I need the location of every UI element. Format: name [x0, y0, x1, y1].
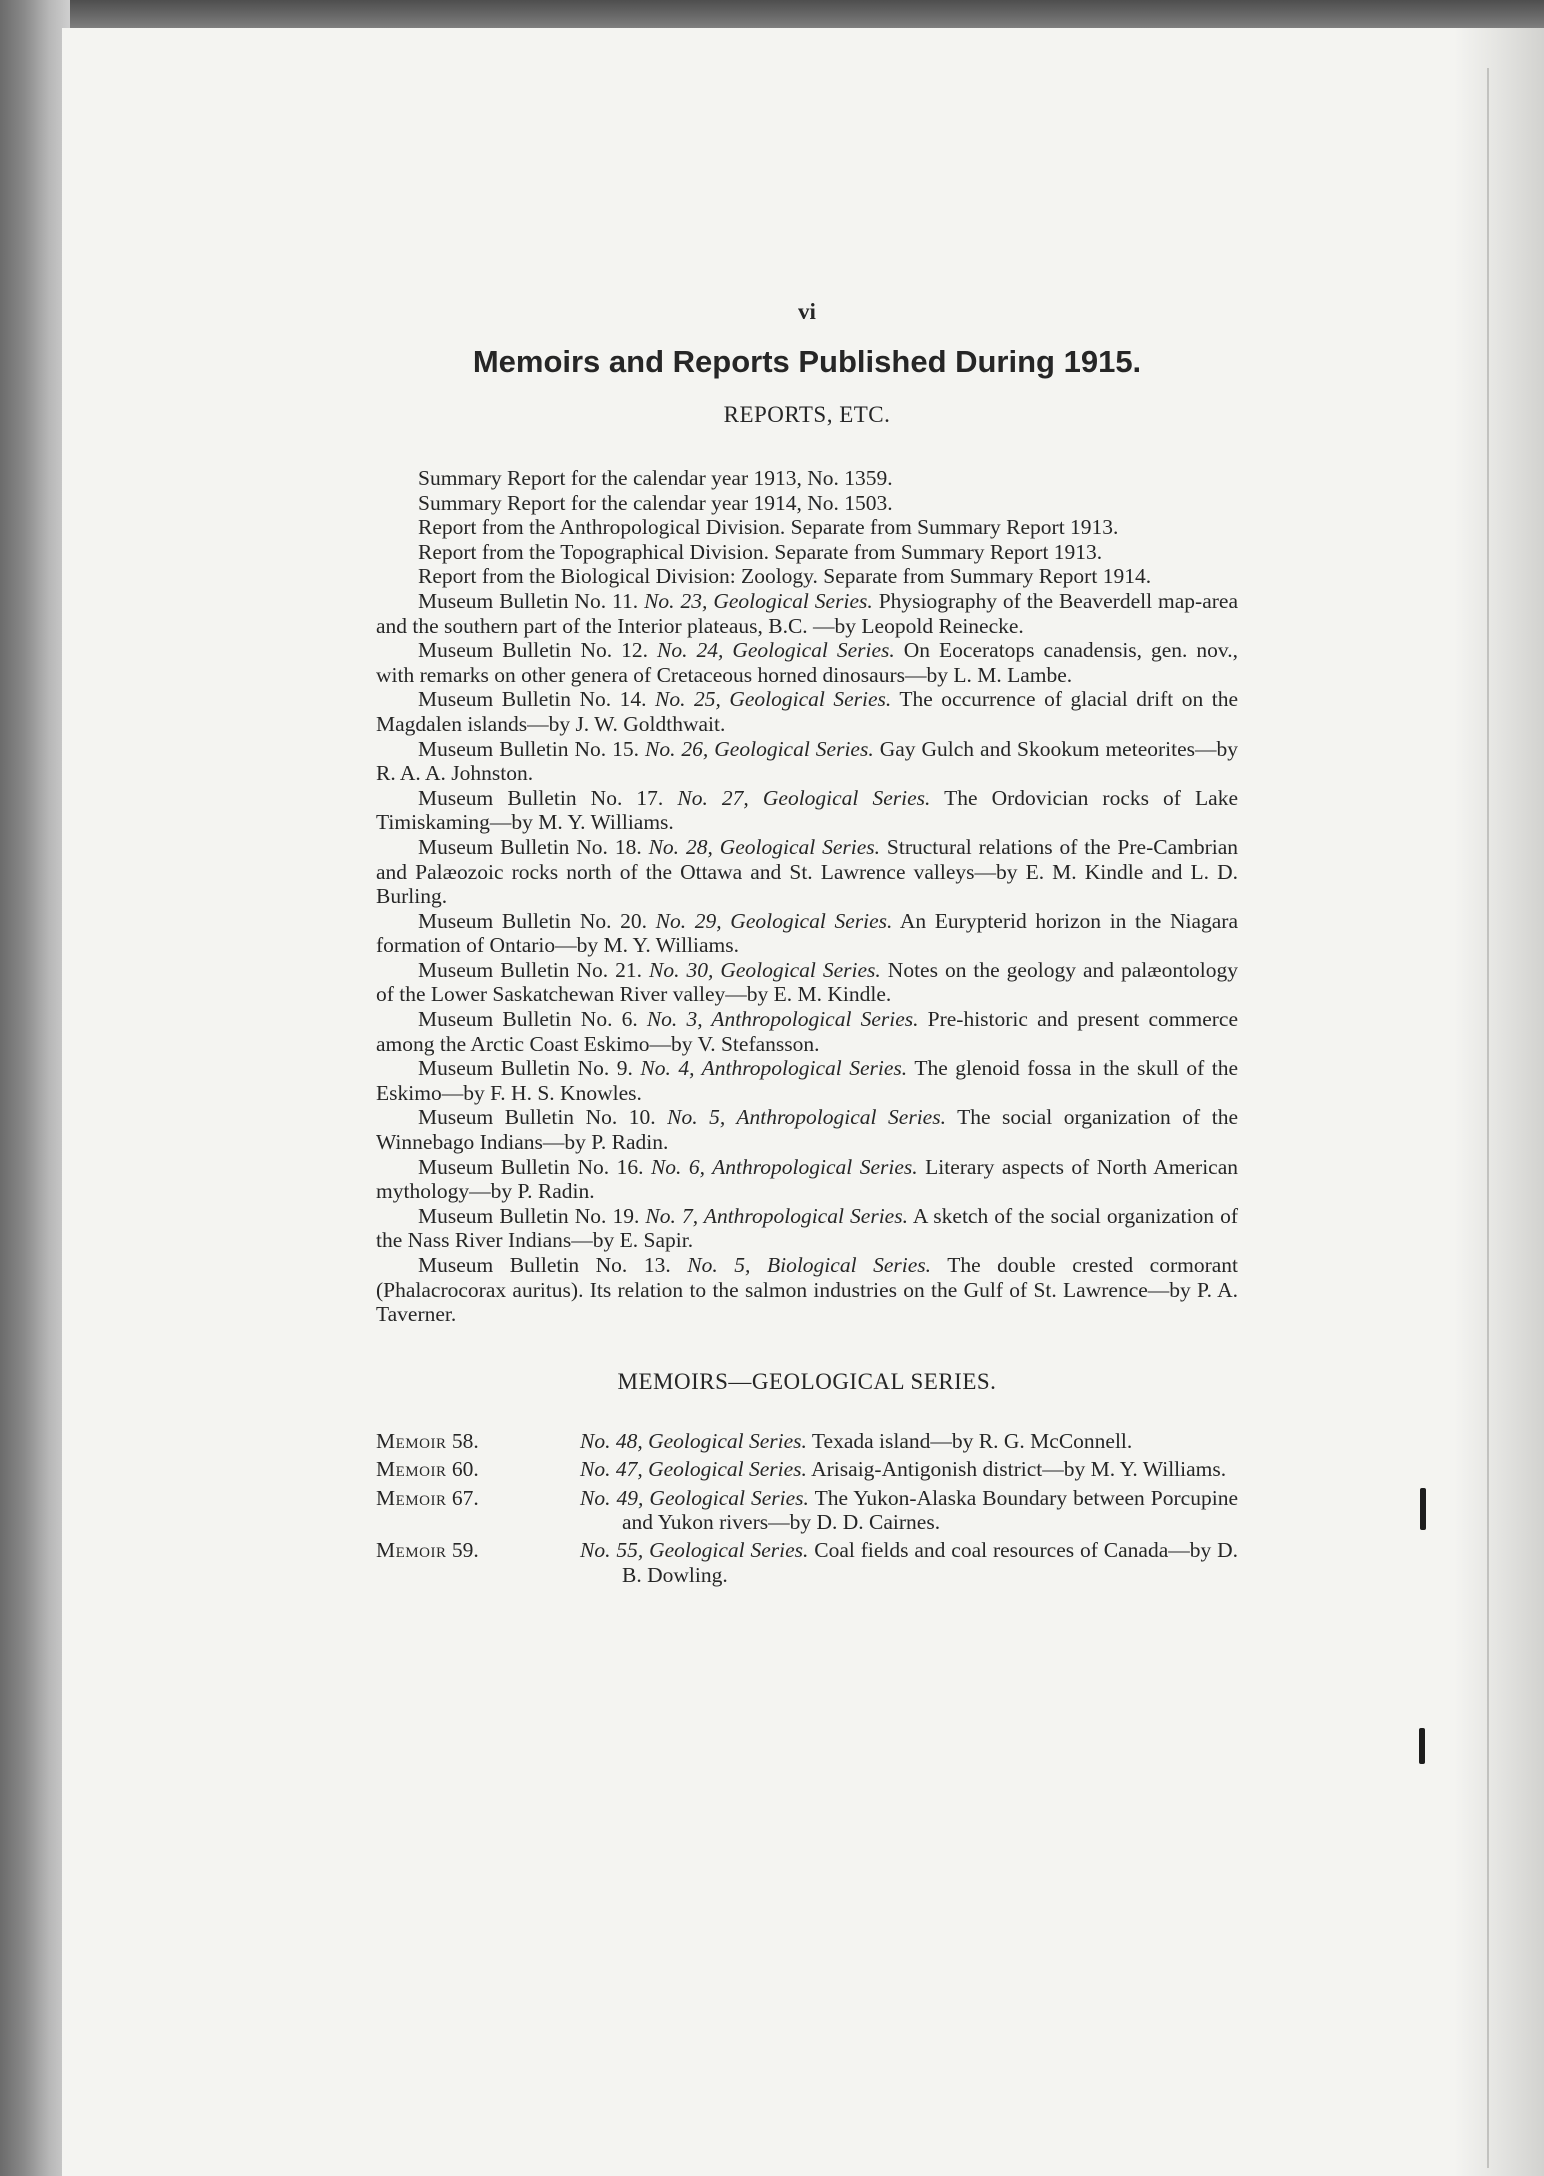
- report-entry-series: No. 6, Anthropological Series.: [650, 1154, 918, 1179]
- report-entry-series: No. 27, Geological Series.: [677, 785, 931, 810]
- memoir-word: Memoir: [376, 1428, 447, 1453]
- report-entry-lead: Museum Bulletin No. 15.: [418, 736, 639, 761]
- report-entry-lead: Museum Bulletin No. 17.: [418, 785, 664, 810]
- report-entry: [376, 589, 1238, 638]
- memoir-series: No. 49, Geological Series.: [580, 1485, 809, 1510]
- memoir-description: [580, 1429, 1238, 1453]
- report-entry: [376, 835, 1238, 909]
- report-entry: [376, 687, 1238, 736]
- report-entry-lead: Museum Bulletin No. 10.: [418, 1105, 656, 1130]
- memoir-entry: [376, 1538, 1238, 1587]
- memoir-series: No. 48, Geological Series.: [580, 1428, 807, 1453]
- memoir-text: Texada island—by R. G. McConnell.: [811, 1428, 1133, 1453]
- memoir-word: Memoir: [376, 1485, 447, 1510]
- memoir-description: [580, 1486, 1238, 1535]
- page-number: vi: [798, 299, 816, 324]
- report-entry-series: No. 7, Anthropological Series.: [645, 1203, 908, 1228]
- memoir-number: 58.: [451, 1428, 479, 1453]
- memoir-label: [376, 1538, 536, 1562]
- memoir-entry: [376, 1486, 1238, 1535]
- report-entry-series: No. 25, Geological Series.: [655, 687, 892, 712]
- report-entry-lead: Museum Bulletin No. 20.: [418, 908, 647, 933]
- memoir-number: 60.: [451, 1457, 479, 1482]
- report-entry: [376, 466, 1238, 491]
- memoirs-heading: MEMOIRS—GEOLOGICAL SERIES.: [617, 1368, 997, 1394]
- report-entry-lead: Museum Bulletin No. 16.: [418, 1154, 644, 1179]
- scan-mark: [1420, 1488, 1426, 1530]
- memoir-word: Memoir: [376, 1457, 447, 1482]
- report-entry-lead: Report from the Topographical Division. Separate from Summary Report 1913.: [418, 539, 1103, 564]
- report-entry-lead: Report from the Biological Division: Zoology. Separate from Summary Report 1914.: [418, 564, 1152, 589]
- report-entry-series: No. 4, Anthropological Series.: [640, 1056, 908, 1081]
- reports-list: [376, 466, 1238, 1327]
- report-entry-lead: Museum Bulletin No. 6.: [418, 1007, 638, 1032]
- report-entry-text: Gay Gulch and Skookum meteorites—by R. A. A. Johnston.: [376, 736, 1239, 786]
- report-entry-text: The glenoid fossa in the skull of the Eskimo—by F. H. S. Knowles.: [376, 1056, 1239, 1105]
- report-entry-lead: Museum Bulletin No. 13.: [418, 1253, 671, 1277]
- report-entry-text: The double crested cormorant (Phalacrocorax auritus). Its relation to the salmon industries on the Gulf of St. Lawrence—by P. A. Taverner.: [376, 1253, 1239, 1327]
- report-entry-lead: Summary Report for the calendar year 1913, No. 1359.: [418, 466, 893, 490]
- report-entry: [376, 958, 1238, 1007]
- report-entry-text: A sketch of the social organization of the Nass River Indians—by E. Sapir.: [376, 1203, 1238, 1253]
- memoir-series: No. 47, Geological Series.: [580, 1457, 807, 1482]
- report-entry: [376, 515, 1238, 540]
- report-entry-series: No. 30, Geological Series.: [649, 957, 881, 982]
- memoirs-list: [376, 1429, 1238, 1587]
- memoir-label: [376, 1457, 536, 1481]
- report-entry-series: No. 26, Geological Series.: [644, 736, 874, 761]
- report-entry-text: On Eoceratops canadensis, gen. nov., with remarks on other genera of Cretaceous horned dinosaurs—by L. M. Lambe.: [376, 638, 1239, 687]
- book-binding-edge: [0, 0, 70, 2176]
- memoir-series: No. 55, Geological Series.: [580, 1538, 809, 1563]
- report-entry: [376, 1056, 1238, 1105]
- memoir-text: Coal fields and coal resources of Canada—by D. B. Dowling.: [622, 1538, 1239, 1587]
- report-entry: [376, 564, 1238, 589]
- report-entry: [376, 909, 1238, 958]
- memoir-number: 67.: [451, 1485, 479, 1510]
- memoir-entry: [376, 1429, 1238, 1453]
- memoir-description: [580, 1457, 1238, 1481]
- reports-heading: REPORTS, ETC.: [723, 402, 891, 427]
- report-entry-text: Pre-historic and present commerce among the Arctic Coast Eskimo—by V. Stefansson.: [376, 1007, 1239, 1056]
- report-entry: [376, 1105, 1238, 1154]
- report-entry-lead: Museum Bulletin No. 12.: [418, 638, 649, 663]
- report-entry-lead: Summary Report for the calendar year 1914, No. 1503.: [418, 490, 893, 515]
- scan-mark: [1419, 1728, 1425, 1764]
- report-entry-lead: Museum Bulletin No. 11.: [418, 588, 639, 613]
- report-entry-text: Literary aspects of North American mythology—by P. Radin.: [376, 1154, 1239, 1204]
- memoir-label: [376, 1429, 536, 1453]
- report-entry: [376, 540, 1238, 565]
- memoir-description: [580, 1538, 1238, 1587]
- memoir-word: Memoir: [376, 1538, 447, 1563]
- page-gutter: [1454, 28, 1544, 2176]
- report-entry-text: Structural relations of the Pre-Cambrian and Palæozoic rocks north of the Ottawa and St. Lawrence valleys—by E. M. Kindle and L. D. Burling.: [376, 834, 1239, 909]
- report-entry: [376, 1155, 1238, 1204]
- report-entry-text: The social organization of the Winnebago Indians—by P. Radin.: [376, 1105, 1239, 1155]
- report-entry-series: No. 29, Geological Series.: [655, 908, 893, 933]
- report-entry-text: The occurrence of glacial drift on the Magdalen islands—by J. W. Goldthwait.: [376, 687, 1239, 736]
- page-content: [376, 292, 1238, 1591]
- report-entry-series: No. 23, Geological Series.: [644, 588, 873, 613]
- report-entry-series: No. 5, Anthropological Series.: [667, 1105, 946, 1130]
- report-entry-lead: Museum Bulletin No. 18.: [418, 834, 642, 859]
- report-entry: [376, 638, 1238, 687]
- memoir-entry: [376, 1457, 1238, 1481]
- report-entry: [376, 1204, 1238, 1253]
- report-entry-lead: Museum Bulletin No. 19.: [418, 1203, 640, 1228]
- report-entry-text: Notes on the geology and palæontology of the Lower Saskatchewan River valley—by E. M. Kindle.: [376, 957, 1239, 1007]
- report-entry-series: No. 24, Geological Series.: [657, 638, 895, 663]
- report-entry-text: The Ordovician rocks of Lake Timiskaming—by M. Y. Williams.: [376, 785, 1239, 835]
- report-entry: [376, 1253, 1238, 1327]
- report-entry-series: No. 5, Biological Series.: [687, 1253, 932, 1277]
- memoir-text: Arisaig-Antigonish district—by M. Y. Williams.: [811, 1457, 1227, 1482]
- report-entry-lead: Museum Bulletin No. 21.: [418, 957, 643, 982]
- report-entry-lead: Report from the Anthropological Division. Separate from Summary Report 1913.: [418, 515, 1119, 540]
- gutter-fold-line: [1487, 68, 1489, 2168]
- report-entry-series: No. 28, Geological Series.: [648, 834, 881, 859]
- report-entry-text: An Eurypterid horizon in the Niagara formation of Ontario—by M. Y. Williams.: [376, 908, 1239, 958]
- report-entry: [376, 1007, 1238, 1056]
- report-entry-series: No. 3, Anthropological Series.: [646, 1007, 919, 1032]
- report-entry: [376, 737, 1238, 786]
- memoir-number: 59.: [451, 1538, 479, 1563]
- report-entry-text: Physiography of the Beaverdell map-area and the southern part of the Interior plateaus, B.C. —by Leopold Reinecke.: [376, 588, 1239, 638]
- report-entry-lead: Museum Bulletin No. 9.: [418, 1056, 633, 1081]
- page-title: Memoirs and Reports Published During 1915.: [472, 344, 1142, 379]
- report-entry: [376, 491, 1238, 516]
- memoir-text: The Yukon-Alaska Boundary between Porcupine and Yukon rivers—by D. D. Cairnes.: [622, 1485, 1238, 1534]
- report-entry-lead: Museum Bulletin No. 14.: [418, 687, 647, 712]
- memoir-label: [376, 1486, 536, 1510]
- report-entry: [376, 786, 1238, 835]
